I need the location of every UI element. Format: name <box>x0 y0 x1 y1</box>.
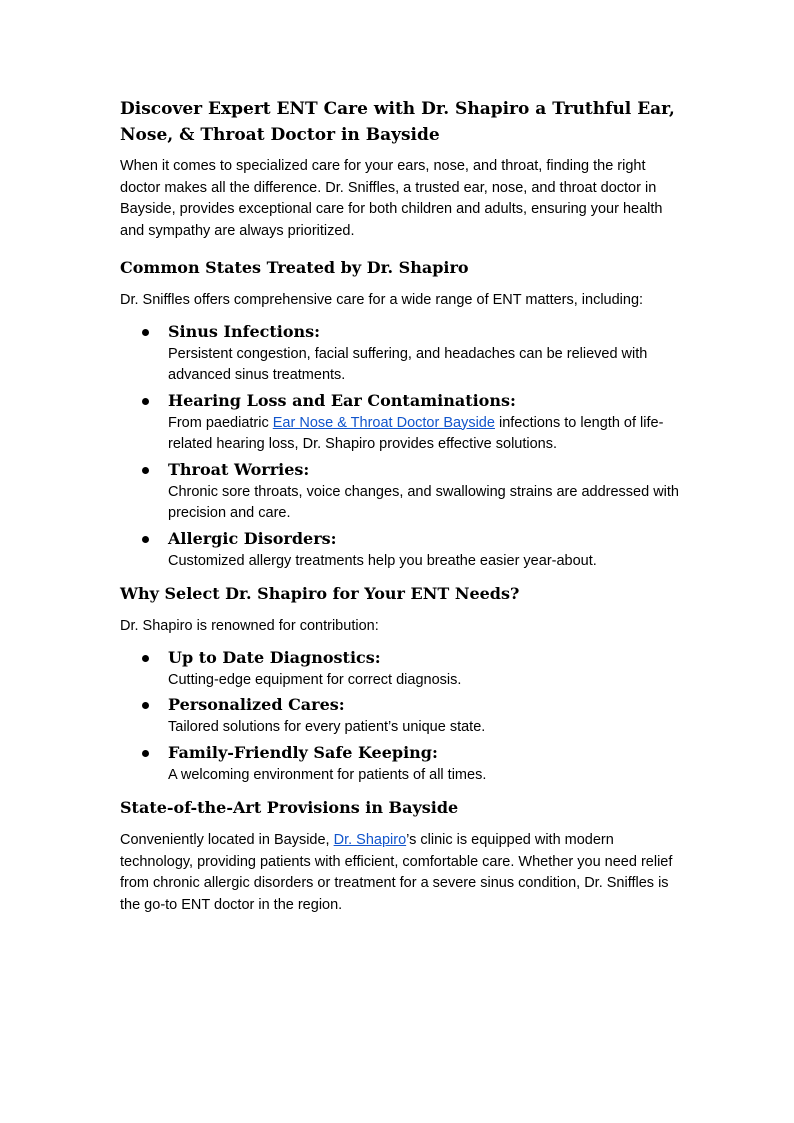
list-item-description: Customized allergy treatments help you breathe easier year-about. <box>168 552 597 569</box>
list-item-description: Cutting-edge equipment for correct diagnosis. <box>168 671 462 688</box>
benefits-list <box>120 646 680 787</box>
bullet-icon <box>142 702 149 709</box>
list-item-title: Up to Date Diagnostics: <box>168 647 381 667</box>
list-item-description <box>168 413 680 456</box>
list-item-description: Chronic sore throats, voice changes, and swallowing strains are addressed with precision and care. <box>168 483 679 521</box>
list-item-description: Tailored solutions for every patient’s unique state. <box>168 719 486 735</box>
section-lead-why-select: Dr. Shapiro is renowned for contribution: <box>120 618 379 634</box>
intro-paragraph: When it comes to specialized care for your ears, nose, and throat, finding the right doctor makes all the difference. Dr. Sniffles, a trusted ear, nose, and throat doctor in Bayside, provides exceptional care for both children and adults, ensuring your health and sympathy are always prioritized. <box>120 158 663 239</box>
bullet-icon <box>142 750 149 757</box>
list-item-title: Throat Worries: <box>168 459 310 479</box>
bullet-icon <box>142 467 149 474</box>
list-item <box>140 389 680 456</box>
bullet-icon <box>142 655 149 662</box>
list-item <box>140 527 680 573</box>
list-item-title: Sinus Infections: <box>168 321 321 341</box>
list-item <box>140 741 680 787</box>
dr-shapiro-link[interactable]: Dr. Shapiro <box>333 832 407 848</box>
list-item <box>140 458 680 525</box>
list-item-description: A welcoming environment for patients of all times. <box>168 766 487 783</box>
list-item-text: infections to length of life-related hearing loss, Dr. Shapiro provides effective solutions. <box>168 414 664 452</box>
section-paragraph-provisions <box>120 830 680 916</box>
list-item-title: Family-Friendly Safe Keeping: <box>168 742 438 762</box>
list-item <box>140 646 680 692</box>
paragraph-text: ’s clinic is equipped with modern technology, providing patients with efficient, comfortable care. Whether you need relief from chronic allergic disorders or treatment for a severe sinus condition, Dr. Sniffles is the go-to ENT doctor in the region. <box>120 832 673 913</box>
list-item-description: Persistent congestion, facial suffering, and headaches can be relieved with advanced sinus treatments. <box>168 345 648 383</box>
list-item-title: Allergic Disorders: <box>168 528 337 548</box>
list-item <box>140 320 680 387</box>
bullet-icon <box>142 329 149 336</box>
list-item-title: Hearing Loss and Ear Contaminations: <box>168 390 516 410</box>
ent-doctor-bayside-link[interactable]: Ear Nose & Throat Doctor Bayside <box>272 414 495 431</box>
list-item <box>140 693 680 739</box>
list-item-text: From paediatric <box>168 414 273 431</box>
section-heading-provisions: State-of-the-Art Provisions in Bayside <box>120 798 459 817</box>
section-heading-why-select: Why Select Dr. Shapiro for Your ENT Needs? <box>120 584 520 603</box>
paragraph-text: Conveniently located in Bayside, <box>120 832 334 848</box>
section-lead-common-states: Dr. Sniffles offers comprehensive care for a wide range of ENT matters, including: <box>120 292 644 308</box>
document-page <box>120 96 680 924</box>
page-title: Discover Expert ENT Care with Dr. Shapiro a Truthful Ear, Nose, & Throat Doctor in Bayside <box>120 99 675 145</box>
conditions-list <box>120 320 680 573</box>
section-heading-common-states: Common States Treated by Dr. Shapiro <box>120 258 469 277</box>
bullet-icon <box>142 398 149 405</box>
list-item-title: Personalized Cares: <box>168 695 345 714</box>
bullet-icon <box>142 536 149 543</box>
